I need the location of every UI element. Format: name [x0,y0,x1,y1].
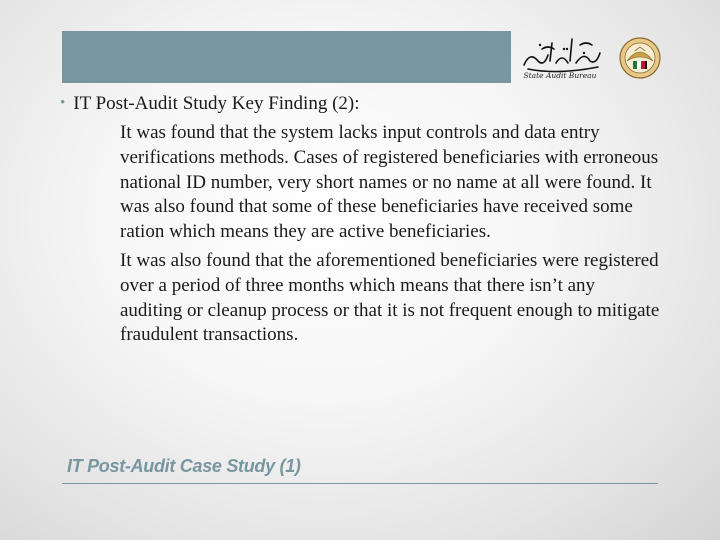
finding-paragraph-2: It was also found that the aforementioned beneficiaries were registered over a period of three months which means that there isn’t any auditing or cleanup process or that it is not frequent enough to mitigate fraudulent transactions. [120,249,660,346]
footer-title: IT Post-Audit Case Study (1) [67,456,301,476]
bullet-item [60,92,660,117]
bullet-heading: IT Post-Audit Study Key Finding (2): [73,93,360,114]
finding-paragraph-1: It was found that the system lacks input controls and data entry verifications methods. Cases of registered beneficiaries with erroneous national ID number, very short names or no name at all were found. It was also found that some of these beneficiaries have received some ration which means they are active beneficiaries. [120,122,659,243]
slide-content [60,92,660,348]
logo-arabic-text: ديوان المحاسبة [557,55,565,56]
logo-caption: State Audit Bureau [523,71,597,80]
bullet-dot-icon: • [60,95,66,111]
state-audit-bureau-logo [514,31,664,83]
header-bar [62,31,511,83]
kuwait-emblem-icon [617,35,663,81]
footer-divider [62,483,658,484]
